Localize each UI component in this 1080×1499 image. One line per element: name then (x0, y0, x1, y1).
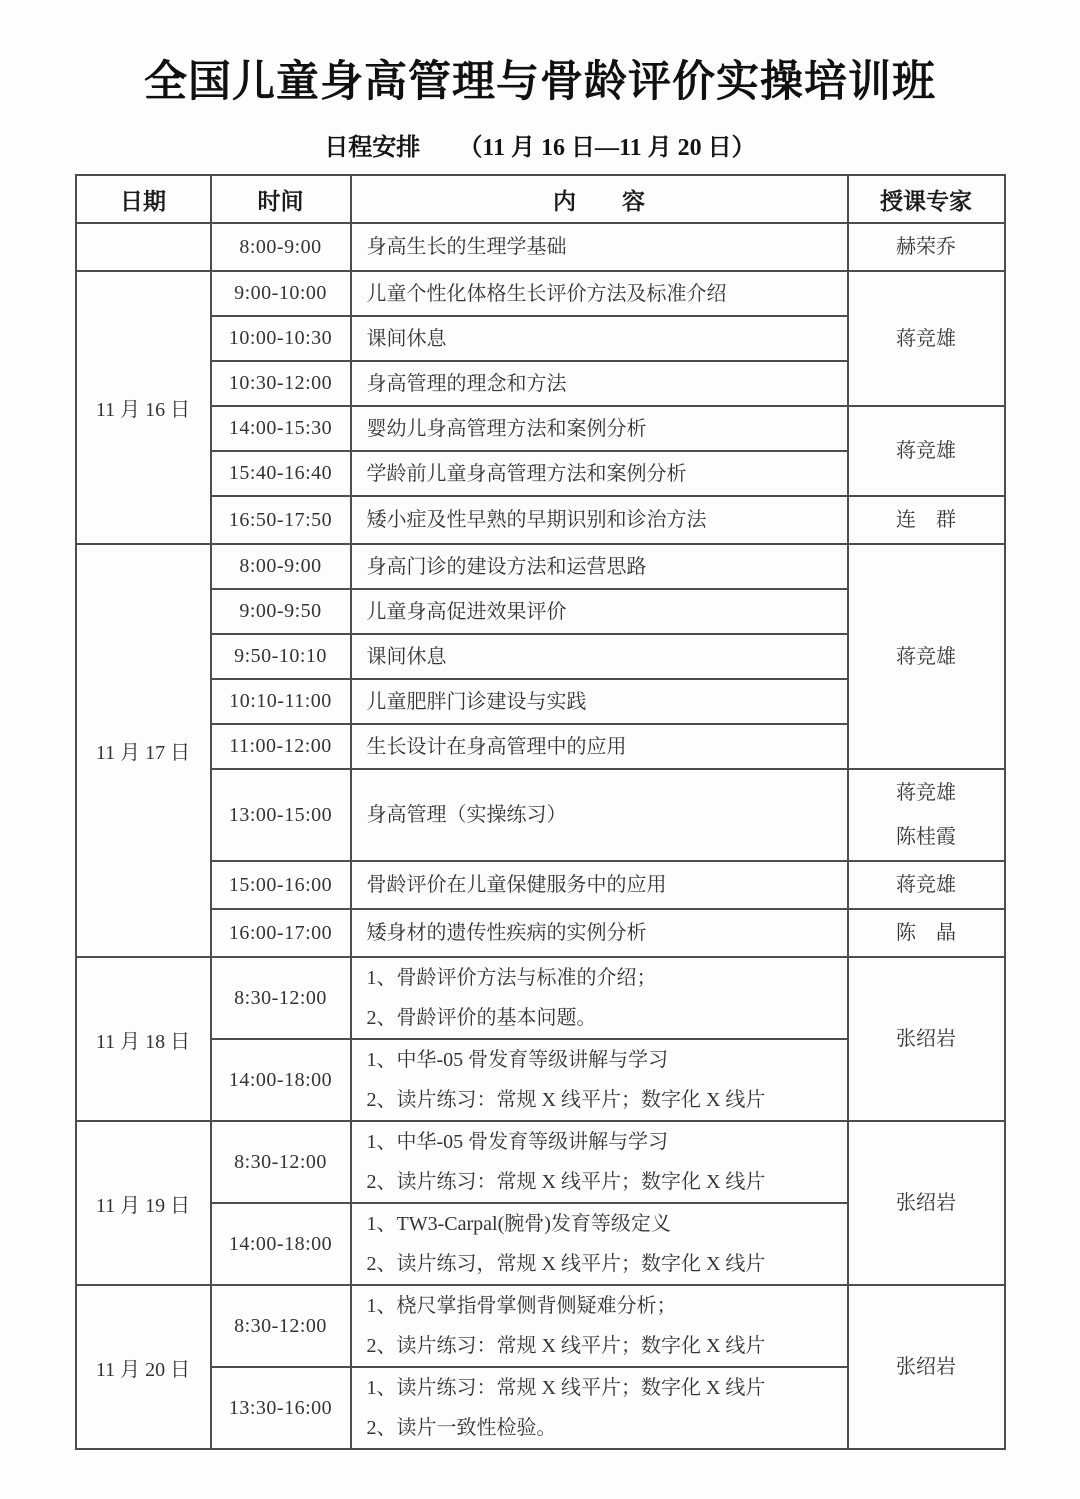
time-cell: 10:00-10:30 (211, 316, 351, 361)
schedule-subtitle (0, 127, 1080, 162)
time-cell: 8:30-12:00 (211, 1285, 351, 1367)
table-row (76, 909, 1005, 957)
table-row (76, 271, 1005, 316)
time-cell: 9:00-10:00 (211, 271, 351, 316)
expert-cell (848, 406, 1005, 496)
table-row (76, 769, 1005, 861)
content-line: 1、桡尺掌指骨掌侧背侧疑难分析； (366, 1295, 677, 1317)
content-line: 课间休息 (366, 327, 447, 350)
time-cell: 13:00-15:00 (211, 769, 351, 861)
content-line: 身高生长的生理学基础 (366, 236, 567, 258)
table-row (76, 406, 1005, 451)
table-row (76, 223, 1005, 271)
content-cell (351, 361, 848, 406)
content-line: 课间休息 (366, 645, 447, 668)
content-line: 矮小症及性早熟的早期识别和诊治方法 (366, 509, 707, 531)
date-cell: 11 月 20 日 (76, 1285, 211, 1449)
time-cell: 14:00-18:00 (211, 1203, 351, 1285)
content-cell (351, 861, 848, 909)
content-cell (351, 957, 848, 1039)
content-line: 1、中华-05 骨发育等级讲解与学习 (366, 1131, 669, 1153)
table-header-row (76, 175, 1005, 223)
content-line: 2、读片练习：常规 X 线平片；数字化 X 线片 (366, 1171, 766, 1193)
page-title: 全国儿童身高管理与骨龄评价实操培训班 (144, 59, 936, 106)
date-cell: 11 月 19 日 (76, 1121, 211, 1285)
content-cell (351, 769, 848, 861)
date-cell: 11 月 17 日 (76, 544, 211, 957)
content-cell (351, 451, 848, 496)
expert-cell (848, 769, 1005, 861)
time-cell: 8:00-9:00 (211, 223, 351, 271)
time-cell: 15:00-16:00 (211, 861, 351, 909)
content-line: 1、骨龄评价方法与标准的介绍； (366, 967, 657, 989)
content-line: 2、读片一致性检验。 (366, 1417, 557, 1439)
time-cell: 9:00-9:50 (211, 589, 351, 634)
content-line: 身高管理（实操练习） (366, 804, 567, 826)
expert-cell (848, 1285, 1005, 1449)
expert-line: 陈桂霞 (896, 826, 956, 848)
date-cell: 11 月 16 日 (76, 271, 211, 544)
content-cell (351, 406, 848, 451)
expert-line: 蒋竞雄 (896, 874, 956, 896)
table-row (76, 957, 1005, 1039)
time-cell: 9:50-10:10 (211, 634, 351, 679)
time-cell: 8:00-9:00 (211, 544, 351, 589)
expert-cell (848, 271, 1005, 406)
content-line: 1、TW3-Carpal(腕骨)发育等级定义 (366, 1213, 671, 1235)
subtitle-label: 日程安排 (324, 135, 421, 161)
content-line: 生长设计在身高管理中的应用 (366, 735, 627, 758)
content-cell (351, 589, 848, 634)
content-cell (351, 634, 848, 679)
content-cell (351, 223, 848, 271)
expert-line: 张绍岩 (896, 1028, 956, 1050)
table-row (76, 1121, 1005, 1203)
content-cell (351, 909, 848, 957)
time-cell: 14:00-15:30 (211, 406, 351, 451)
expert-cell (848, 496, 1005, 544)
expert-cell (848, 861, 1005, 909)
content-line: 1、读片练习：常规 X 线平片；数字化 X 线片 (366, 1377, 766, 1399)
content-line: 矮身材的遗传性疾病的实例分析 (366, 922, 647, 944)
time-cell: 14:00-18:00 (211, 1039, 351, 1121)
content-cell (351, 1367, 848, 1449)
content-line: 学龄前儿童身高管理方法和案例分析 (366, 462, 687, 485)
time-cell: 10:10-11:00 (211, 679, 351, 724)
content-cell (351, 1285, 848, 1367)
content-line: 骨龄评价在儿童保健服务中的应用 (366, 874, 667, 896)
content-line: 2、读片练习：常规 X 线平片；数字化 X 线片 (366, 1089, 766, 1111)
time-cell: 11:00-12:00 (211, 724, 351, 769)
content-cell (351, 724, 848, 769)
content-cell (351, 1039, 848, 1121)
content-cell (351, 1121, 848, 1203)
expert-line: 张绍岩 (896, 1356, 956, 1378)
header-time: 时间 (211, 175, 351, 223)
content-line: 身高门诊的建设方法和运营思路 (366, 555, 647, 578)
time-cell: 8:30-12:00 (211, 1121, 351, 1203)
expert-cell (848, 909, 1005, 957)
time-cell: 13:30-16:00 (211, 1367, 351, 1449)
expert-line: 连 群 (896, 509, 956, 531)
time-cell: 15:40-16:40 (211, 451, 351, 496)
table-row (76, 861, 1005, 909)
content-line: 婴幼儿身高管理方法和案例分析 (366, 417, 647, 440)
content-line: 2、骨龄评价的基本问题。 (366, 1007, 597, 1029)
expert-cell (848, 223, 1005, 271)
expert-line: 蒋竞雄 (896, 327, 956, 350)
date-cell (76, 223, 211, 271)
content-cell (351, 316, 848, 361)
header-expert: 授课专家 (848, 175, 1005, 223)
content-line: 1、中华-05 骨发育等级讲解与学习 (366, 1049, 669, 1071)
table-row (76, 496, 1005, 544)
content-line: 身高管理的理念和方法 (366, 372, 567, 395)
content-line: 儿童身高促进效果评价 (366, 600, 567, 623)
table-row (76, 544, 1005, 589)
expert-line: 蒋竞雄 (896, 782, 956, 804)
time-cell: 16:50-17:50 (211, 496, 351, 544)
content-line: 2、读片练习：常规 X 线平片；数字化 X 线片 (366, 1335, 766, 1357)
schedule-table (75, 174, 1006, 1450)
expert-line: 蒋竞雄 (896, 645, 956, 668)
time-cell: 8:30-12:00 (211, 957, 351, 1039)
expert-line: 张绍岩 (896, 1192, 956, 1214)
content-line: 儿童肥胖门诊建设与实践 (366, 690, 587, 713)
expert-line: 蒋竞雄 (896, 440, 956, 462)
content-cell (351, 271, 848, 316)
content-line: 儿童个性化体格生长评价方法及标准介绍 (366, 282, 727, 305)
header-date: 日期 (76, 175, 211, 223)
expert-cell (848, 1121, 1005, 1285)
subtitle-date-range: （11 月 16 日—11 月 20 日） (458, 135, 756, 161)
content-cell (351, 544, 848, 589)
time-cell: 10:30-12:00 (211, 361, 351, 406)
expert-cell (848, 544, 1005, 769)
expert-cell (848, 957, 1005, 1121)
expert-line: 陈 晶 (896, 922, 956, 944)
date-cell: 11 月 18 日 (76, 957, 211, 1121)
table-row (76, 1285, 1005, 1367)
header-content: 内 容 (351, 175, 848, 223)
content-cell (351, 679, 848, 724)
expert-line: 赫荣乔 (896, 236, 956, 258)
content-line: 2、读片练习，常规 X 线平片；数字化 X 线片 (366, 1253, 766, 1275)
content-cell (351, 496, 848, 544)
time-cell: 16:00-17:00 (211, 909, 351, 957)
content-cell (351, 1203, 848, 1285)
